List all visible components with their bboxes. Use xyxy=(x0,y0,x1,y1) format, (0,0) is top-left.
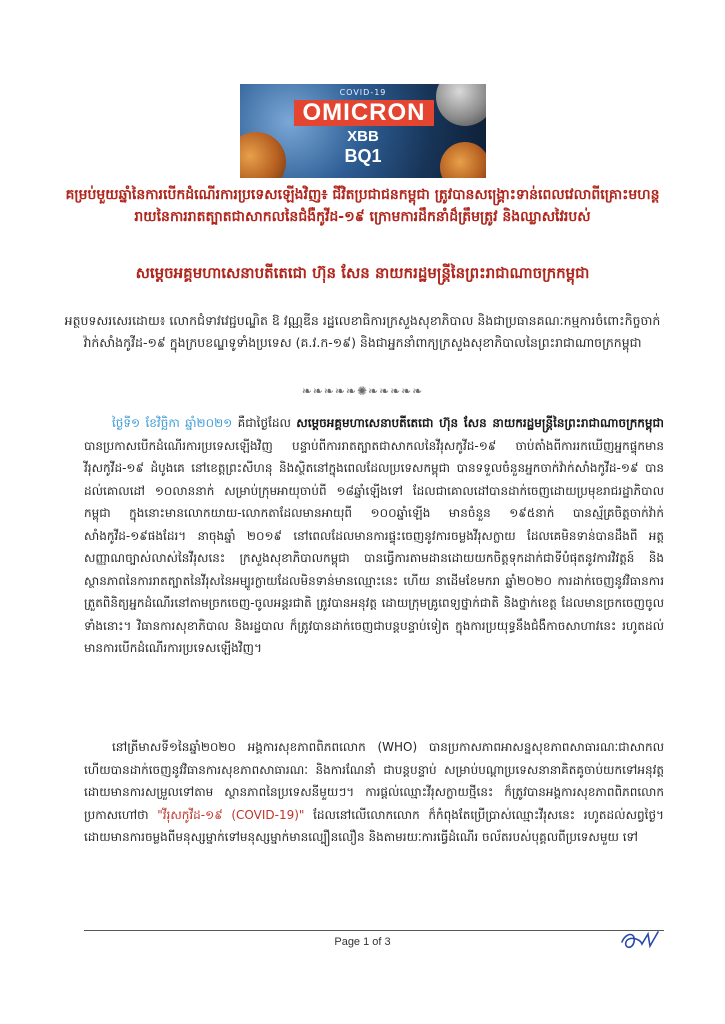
paragraph-text: ដែលនៅលើលោកលោក ក៏កំពុងតែប្រើប្រាស់ឈ្មោះវីរុសនេះ រហូតដល់សព្វថ្ងៃ។ ដោយមានការចម្លងពីមនុស្សម្នាក់ទៅមនុស្សម្នាក់មានល្បឿនលឿន និងតាមរយៈការធ្វើដំណើរ ចល័តរបស់បុគ្គលពីប្រទេសមួយ ទៅ xyxy=(84,807,664,844)
banner-line-2: BQ1 xyxy=(344,146,382,166)
banner-main-text: OMICRON xyxy=(294,100,434,126)
banner-line-1: XBB xyxy=(347,128,379,145)
paragraph-text: បានប្រកាសបើកដំណើរការប្រទេសឡើងវិញ បន្ទាប់ពីការរាតត្បាតជាសាកលនៃវីរុសកូវីដ-១៩ ចាប់តាំងពីការរកឃើញអ្នកផ្ទុកមានវីរុសកូវីដ-១៩ ដំបូងគេ នៅខេត្តព្រះសីហនុ និងស្ថិតនៅក្នុងពេលដែលប្រទេសកម្ពុជា បានទទួលចំនួនអ្នកចាក់វ៉ាក់សាំងកូវីដ-១៩ បានដល់គោលដៅ ១០លាននាក់ សម្រាប់ក្រុមអាយុចាប់ពី ១៨ឆ្នាំឡើងទៅ ដែលជាគោលដៅបានដាក់ចេញដោយប្រមុខរាជរដ្ឋាភិបាលកម្ពុជា ក្នុងនោះមានលោកយាយ-លោកតាដែលមានអាយុពី ១០០ឆ្នាំឡើង មានចំនួន ១៩៥នាក់ បានស្ម័គ្រចិត្តចាក់វ៉ាក់សាំងកូវីដ-១៩ផងដែរ។ នាចុងឆ្នាំ ២០១៩ នៅពេលដែលមានការផ្ទុះចេញនូវការចម្លងវីរុសក្លាយ ដែលគេមិនទាន់បានដឹងពី អត្តសញ្ញាណច្បាស់លាស់នៃវីរុសនេះ ក្រសួងសុខាភិបាលកម្ពុជា បានធ្វើការតាមដានដោយយកចិត្តទុកដាក់ជាទីបំផុតនូវការវិវត្តន៍ និងស្ថានភាពនៃការរាតត្បាតនៃវីរុសនៃអម្បូរក្លាយដែលមិនទាន់មានឈ្មោះនេះ ហើយ នាដើមខែមករា ឆ្នាំ២០២០ ការដាក់ចេញនូវវិធានការត្រួតពិនិត្យអ្នកដំណើរនៅតាមច្រកចេញ-ចូលអន្តរជាតិ ត្រូវបានអនុវត្ត ដោយក្រុមគ្រូពេទ្យថ្នាក់ជាតិ និងថ្នាក់ខេត្ត ដែលមានច្រកចេញចូលទាំងនោះ។ វិធានការសុខាភិបាល និងរដ្ឋបាល ក៏ត្រូវបានដាក់ចេញជាបន្តបន្ទាប់ទៀត ក្នុងការប្រយុទ្ធនឹងជំងឺកាចសាហាវនេះ រហូតដល់មានការបើកដំណើរការប្រទេសឡើងវិញ។ xyxy=(84,438,664,655)
section-divider-ornament: ❧❧❧❧❧✺❧❧❧❧❧ xyxy=(301,384,424,398)
paragraph-text: គឺជាថ្ងៃដែល xyxy=(237,416,291,430)
date-text: ថ្ងៃទី១ ខែវិច្ឆិកា ឆ្នាំ២០២១ xyxy=(112,416,233,430)
body-paragraph-1 xyxy=(84,412,664,660)
highlighted-virus-name: "វីរុសកូវីដ-១៩ (COVID-19)" xyxy=(157,807,305,822)
footer-divider xyxy=(84,930,664,931)
body-paragraph-2 xyxy=(84,736,664,849)
signature-mark xyxy=(618,928,662,952)
author-line: អត្ថបទសរសេរដោយ៖ លោកជំទាវវេជ្ជបណ្ឌិត ឱ វណ្ណឌីន រដ្ឋលេខាធិការក្រសួងសុខាភិបាល និងជាប្រធានគណៈកម្មការចំពោះកិច្ចចាក់វ៉ាក់សាំងកូវីដ-១៩ ក្នុងក្របខណ្ឌទូទាំងប្រទេស (គ.វ.ក-១៩) និងជាអ្នកនាំពាក្យក្រសួងសុខាភិបាលនៃព្រះរាជាណាចក្រកម្ពុជា xyxy=(64,313,661,350)
highlighted-name: សម្តេចអគ្គមហាសេនាបតីតេជោ ហ៊ុន សែន នាយករដ្ឋមន្ត្រីនៃព្រះរាជាណាចក្រកម្ពុជា xyxy=(296,416,664,430)
article-subtitle: សម្តេចអគ្គមហាសេនាបតីតេជោ ហ៊ុន សែន នាយករដ្ឋមន្ត្រីនៃព្រះរាជាណាចក្រកម្ពុជា xyxy=(135,264,590,282)
omicron-banner-image xyxy=(240,84,486,178)
paragraph-text: នៅត្រីមាសទី១នៃឆ្នាំ២០២០ អង្គការសុខភាពពិភពលោក (WHO) បានប្រកាសភាពអាសន្នសុខភាពសាធារណៈជាសាកល ហើយបានដាក់ចេញនូវវិធានការសុខភាពសាធារណៈ និងការណែនាំ ជាបន្តបន្ទាប់ សម្រាប់បណ្តាប្រទេសនានាគិតគូចាប់យកទៅអនុវត្ត ដោយមានការសម្រួលទៅតាម ស្ថានភាពនៃប្រទេសនីមួយៗ។ ការផ្តល់ឈ្មោះវីរុសក្លាយថ្មីនេះ ក៏ត្រូវបានអង្គការសុខភាពពិភពលោក ប្រកាសហៅថា xyxy=(84,740,664,822)
page-number: Page 1 of 3 xyxy=(334,936,391,948)
article-title: គម្រប់មួយឆ្នាំនៃការបើកដំណើរការប្រទេសឡើងវិញ៖ ជីវិតប្រជាជនកម្ពុជា ត្រូវបានសង្គ្រោះទាន់ពេលវេលាពីគ្រោះមហន្តរាយនៃការរាតត្បាតជាសាកលនៃជំងឺកូវីដ-១៩ ក្រោមការដឹកនាំដ៏ត្រឹមត្រូវ និងឈ្លាសវៃរបស់ xyxy=(65,187,660,225)
banner-small-text: COVID-19 xyxy=(339,88,387,97)
